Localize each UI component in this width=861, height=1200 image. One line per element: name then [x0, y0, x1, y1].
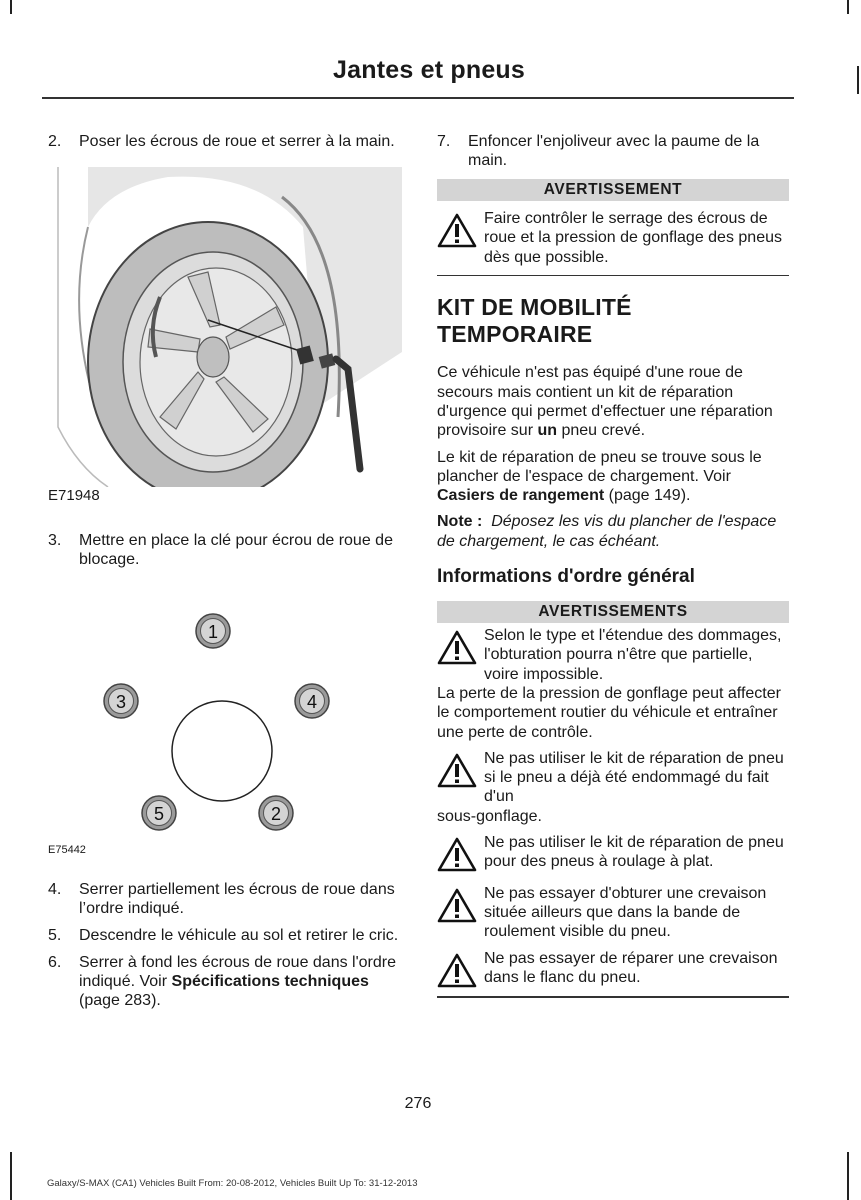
wheel-nut-illustration [48, 167, 402, 487]
warning-triangle-icon [437, 953, 477, 989]
tightening-sequence-figure [48, 597, 402, 887]
step-number: 7. [437, 133, 451, 150]
nut-label: 5 [153, 804, 165, 824]
warning-text: Ne pas essayer d'obturer une crevaison située ailleurs que dans la bande de roulement visible du pneu. [484, 884, 767, 941]
step-text: Serrer partiellement les écrous de roue dans l’ordre indiqué. [79, 881, 395, 917]
right-column [437, 132, 789, 998]
paragraph-part: (page 149). [604, 487, 691, 505]
paragraph-part: pneu crevé. [557, 422, 646, 440]
warning-text: Ne pas essayer de réparer une crevaison dans le flanc du pneu. [484, 949, 778, 986]
warning-triangle-icon [437, 213, 477, 249]
step-text: Descendre le véhicule au sol et retirer le cric. [79, 927, 399, 944]
warning-item [437, 209, 789, 267]
step-text: Poser les écrous de roue et serrer à la main. [79, 133, 395, 150]
nut-label: 4 [306, 692, 318, 712]
warning-text: Selon le type et l'étendue des dommages, l'obturation pourra n'être que partielle, voire impossible. [484, 627, 782, 683]
warning-text-continued: La perte de la pression de gonflage peut affecter le comportement routier du véhicule et entraîner une perte de contrôle. [437, 684, 781, 741]
crop-mark-right-side [857, 66, 859, 94]
wheel-figure [48, 167, 402, 507]
header-rule [42, 97, 794, 99]
warning-triangle-icon [437, 630, 477, 666]
storage-link[interactable]: Casiers de rangement [437, 487, 605, 505]
step-text-part: Serrer à fond les écrous de roue dans l'ordre indiqué. Voir [79, 954, 397, 990]
nut-label: 3 [115, 692, 127, 712]
nut-1 [196, 614, 230, 648]
section-rule [437, 996, 789, 998]
page-title: Jantes et pneus [333, 56, 525, 84]
step-7 [437, 132, 789, 170]
nut-5 [142, 796, 176, 830]
nut-4 [295, 684, 329, 718]
step-text-part: (page 283). [79, 992, 161, 1009]
emphasis: un [537, 422, 558, 440]
note-label: Note : [437, 513, 483, 531]
lug-nut-sequence-diagram [48, 597, 402, 857]
step-number: 3. [48, 532, 62, 549]
section-rule [437, 275, 789, 277]
step-2 [48, 132, 402, 151]
specifications-link[interactable]: Spécifications techniques [171, 973, 369, 990]
crop-mark-top-right [847, 0, 849, 14]
warning-triangle-icon [437, 837, 477, 873]
nut-label: 2 [270, 804, 282, 824]
crop-mark-top-left [10, 0, 12, 14]
footer-text: Galaxy/S-MAX (CA1) Vehicles Built From: 20-08-2012, Vehicles Built Up To: 31-12-2013 [47, 1178, 418, 1189]
warning-text-continued: sous-gonflage. [437, 807, 542, 825]
warnings-heading: AVERTISSEMENTS [437, 601, 789, 623]
warning-item-3 [437, 833, 789, 872]
note-text: Déposez les vis du plancher de l'espace de chargement, le cas échéant. [437, 513, 777, 550]
warning-text: Faire contrôler le serrage des écrous de roue et la pression de gonflage des pneus dès que possible. [484, 210, 782, 266]
left-column [48, 132, 402, 1010]
warning-item-2 [437, 749, 789, 826]
warning-text: Ne pas utiliser le kit de réparation de pneu pour des pneus à roulage à plat. [484, 834, 784, 871]
step-5 [48, 926, 402, 945]
crop-mark-bottom-left [10, 1152, 12, 1200]
figure-code: E75442 [48, 844, 86, 856]
warning-item-4 [437, 884, 789, 942]
warning-heading: AVERTISSEMENT [437, 179, 789, 201]
page-number: 276 [404, 1095, 432, 1112]
step-text: Mettre en place la clé pour écrou de roue de blocage. [79, 532, 393, 568]
paragraph-part: Le kit de réparation de pneu se trouve sous le plancher de l'espace de chargement. Voir [437, 448, 762, 485]
step-3 [48, 531, 402, 569]
warning-item-1 [437, 626, 789, 742]
step-text [79, 953, 402, 1010]
warning-triangle-icon [437, 753, 477, 789]
nut-label: 1 [207, 622, 219, 642]
warning-triangle-icon [437, 888, 477, 924]
nut-3 [104, 684, 138, 718]
subheading: Informations d'ordre général [437, 566, 695, 588]
crop-mark-bottom-right [847, 1152, 849, 1200]
step-number: 4. [48, 881, 62, 898]
note [437, 512, 789, 551]
nut-2 [259, 796, 293, 830]
warning-text: Ne pas utiliser le kit de réparation de pneu si le pneu a déjà été endommagé du fait d'un [484, 749, 784, 806]
step-text: Enfoncer l'enjoliveur avec la paume de la main. [468, 133, 760, 169]
location-paragraph [437, 448, 789, 506]
intro-paragraph [437, 363, 789, 440]
step-number: 2. [48, 133, 62, 150]
paragraph-part: Ce véhicule n'est pas équipé d'une roue de secours mais contient un kit de réparation d'urgence qui permet d'effectuer une réparation provisoire sur [437, 364, 773, 440]
warning-item-5 [437, 949, 789, 988]
figure-code: E71948 [48, 487, 100, 504]
section-title: KIT DE MOBILITÉ TEMPORAIRE [437, 294, 632, 347]
step-number: 5. [48, 927, 62, 944]
step-number: 6. [48, 954, 62, 971]
step-6 [48, 953, 402, 1010]
